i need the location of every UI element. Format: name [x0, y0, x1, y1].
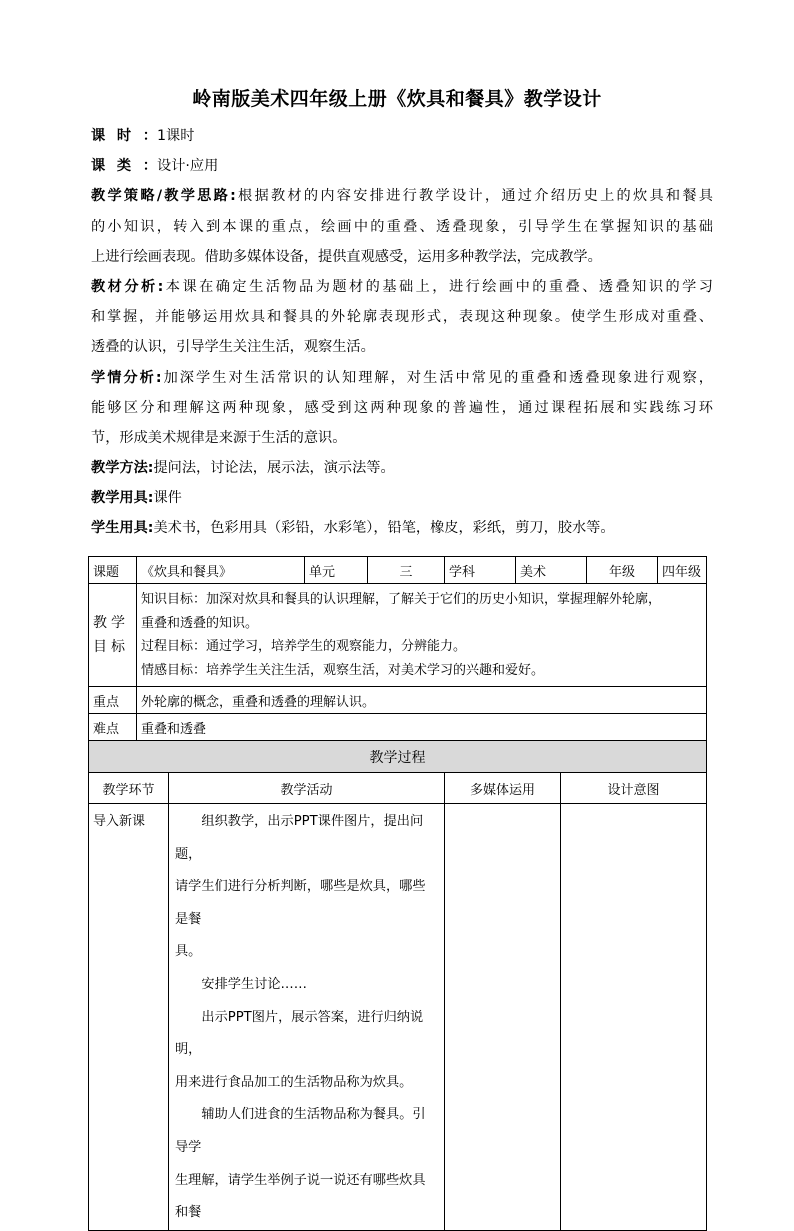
goal-process: 过程目标：通过学习，培养学生的观察能力，分辨能力。: [141, 639, 467, 654]
lesson-table: [88, 556, 707, 1231]
col-activity: 教学活动: [169, 773, 445, 804]
type-value: 设计·应用: [157, 158, 219, 175]
activity-line: 安排学生讨论……: [201, 976, 307, 992]
goal-emotion: 情感目标：培养学生关注生活，观察生活，对美术学习的兴趣和爱好。: [141, 662, 545, 678]
intent-cell: [561, 804, 707, 1231]
strategy-line-3: 上进行绘画表现。借助多媒体设备，提供直观感受，运用多种教学法，完成教学。: [91, 248, 602, 265]
activity-line: 生理解，请学生举例子说一说还有哪些炊具和餐: [175, 1172, 426, 1221]
student-line-3: 节，形成美术规律是来源于生活的意识。: [91, 429, 347, 446]
goals-row: [89, 584, 707, 687]
goals-label: 教学目标: [89, 584, 137, 687]
activity-line: 辅助人们进食的生活物品称为餐具。引导学: [175, 1107, 426, 1155]
material-text-1: 本课在确定生活物品为题材的基础上，进行绘画中的重叠、透叠知识的学习: [163, 278, 713, 295]
tools-label: 教学用具:: [91, 490, 154, 507]
subject-label: 学科: [445, 557, 516, 584]
activity-line: 请学生们进行分析判断，哪些是炊具，哪些是餐: [175, 879, 426, 927]
unit-value: 三: [368, 557, 445, 584]
activity-line: 出示PPT图片，展示答案，进行归纳说明，: [175, 1009, 424, 1058]
difficulty-value: 重叠和透叠: [137, 714, 707, 741]
subject-value: 美术: [516, 557, 587, 584]
activity-line: 组织教学，出示PPT课件图片，提出问题，: [175, 814, 424, 862]
lesson-info: [91, 121, 713, 544]
student-tools-line: [91, 513, 713, 543]
columns-row: [89, 773, 707, 804]
focus-row: [89, 687, 707, 714]
stage-cell: 导入新课: [89, 804, 169, 1231]
strategy-label: 教学策略/教学思路:: [91, 188, 236, 205]
goal-knowledge-cont: 重叠和透叠的知识。: [141, 615, 259, 631]
student-text-1: 加深学生对生活常识的认知理解，对生活中常见的重叠和透叠现象进行观察，: [161, 369, 713, 386]
period-value: 1课时: [157, 128, 195, 144]
activity-cell: [169, 804, 445, 1231]
strategy-text-1: 根据教材的内容安排进行教学设计，通过介绍历史上的炊具和餐具: [235, 188, 713, 205]
student-line-2: 能够区分和理解这两种现象，感受到这两种现象的普遍性，通过课程拓展和实践练习环: [91, 399, 713, 416]
strategy-line-2: 的小知识，转入到本课的重点，绘画中的重叠、透叠现象，引导学生在掌握知识的基础: [91, 218, 713, 235]
col-intent: 设计意图: [561, 773, 707, 804]
grade-value: 四年级: [658, 557, 707, 584]
student-tools-value: 美术书，色彩用具（彩铅，水彩笔），铅笔，橡皮，彩纸，剪刀，胶水等。: [153, 520, 615, 537]
topic-value: 《炊具和餐具》: [137, 557, 305, 584]
type-label: 课类：: [91, 158, 157, 175]
header-row: [89, 557, 707, 584]
tools-value: 课件: [153, 490, 182, 507]
tools-line: [91, 483, 713, 513]
difficulty-label: 难点: [89, 714, 137, 741]
col-media: 多媒体运用: [445, 773, 561, 804]
unit-label: 单元: [305, 557, 368, 584]
activity-line: 用来进行食品加工的生活物品称为炊具。: [175, 1074, 413, 1090]
method-value: 提问法，讨论法，展示法，演示法等。: [153, 460, 395, 477]
period-line: [91, 121, 713, 151]
difficulty-row: [89, 714, 707, 741]
focus-value: 外轮廓的概念，重叠和透叠的理解认识。: [137, 687, 707, 714]
method-label: 教学方法:: [91, 460, 154, 477]
grade-label: 年级: [587, 557, 658, 584]
student-label: 学情分析:: [91, 369, 162, 386]
material-line-3: 透叠的认识，引导学生关注生活，观察生活。: [91, 339, 375, 356]
focus-label: 重点: [89, 687, 137, 714]
type-line: [91, 151, 713, 181]
process-title-row: [89, 741, 707, 773]
col-stage: 教学环节: [89, 773, 169, 804]
media-cell: [445, 804, 561, 1231]
method-line: [91, 453, 713, 483]
goals-cell: [137, 584, 707, 687]
activity-line: 具。: [175, 944, 202, 960]
material-line-2: 和掌握，并能够运用炊具和餐具的外轮廓表现形式，表现这种现象。使学生形成对重叠、: [91, 309, 713, 326]
material-line-1: [91, 272, 713, 302]
topic-label: 课题: [89, 557, 137, 584]
period-label: 课时：: [91, 128, 157, 144]
goal-knowledge: 知识目标：加深对炊具和餐具的认识理解，了解关于它们的历史小知识，掌握理解外轮廓，: [141, 592, 662, 607]
student-line-1: [91, 363, 713, 393]
process-title: 教学过程: [89, 741, 707, 773]
material-label: 教材分析:: [91, 278, 164, 295]
table-row: [89, 804, 707, 1231]
strategy-line-1: [91, 181, 713, 211]
student-tools-label: 学生用具:: [91, 520, 154, 537]
page-title: 岭南版美术四年级上册《炊具和餐具》教学设计: [192, 88, 602, 110]
